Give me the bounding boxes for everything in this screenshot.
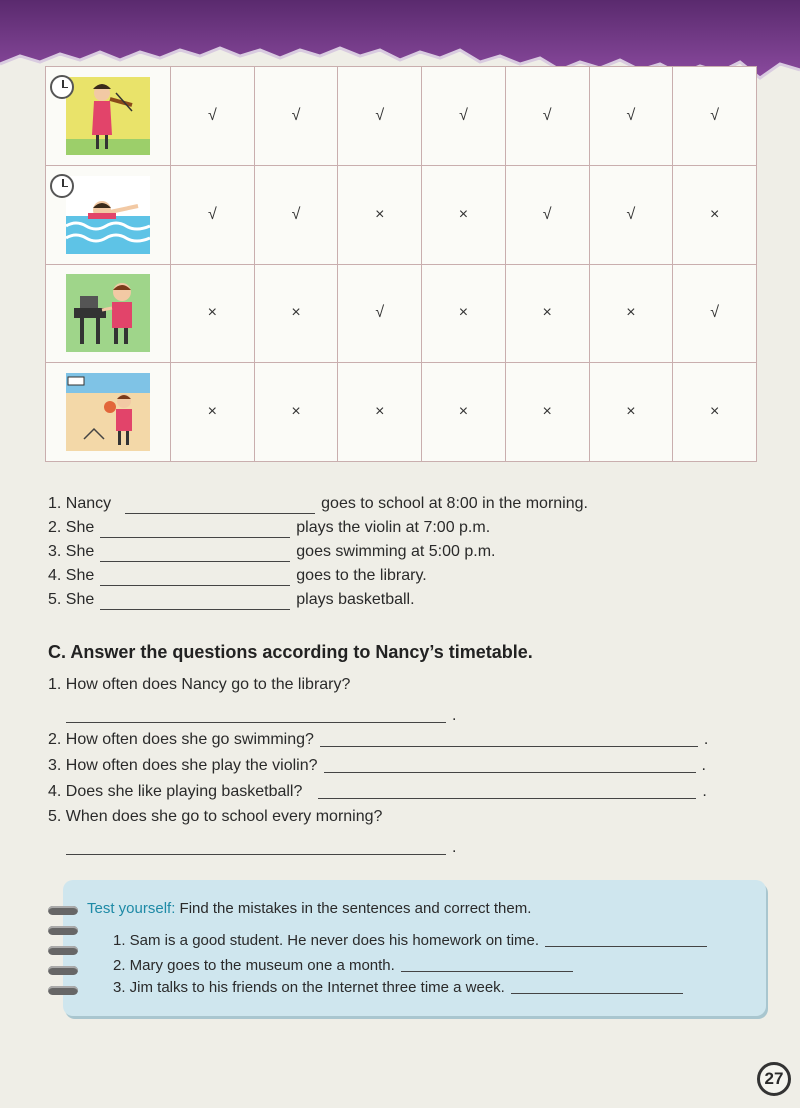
mark-cell: √ bbox=[673, 264, 757, 363]
mark-cell: × bbox=[171, 264, 255, 363]
mark-cell: √ bbox=[505, 165, 589, 264]
mark-cell: × bbox=[338, 165, 422, 264]
answer-blank[interactable] bbox=[100, 545, 290, 562]
question-3: 3. How often does she play the violin? . bbox=[48, 757, 706, 774]
timetable-row bbox=[46, 67, 757, 166]
mark-cell: × bbox=[254, 264, 338, 363]
mark-cell: × bbox=[505, 264, 589, 363]
binder-ring-icon bbox=[48, 946, 78, 955]
section-c-title: C. Answer the questions according to Nancy’s timetable. bbox=[48, 642, 533, 662]
answer-line-5[interactable]: . bbox=[48, 838, 456, 857]
clock-icon bbox=[50, 174, 74, 198]
timetable-row bbox=[46, 165, 757, 264]
test-yourself-box bbox=[63, 880, 766, 1016]
correction-blank[interactable] bbox=[401, 955, 573, 972]
violin-girl-icon bbox=[66, 77, 150, 155]
mark-cell: √ bbox=[171, 165, 255, 264]
mark-cell: × bbox=[589, 363, 673, 462]
mark-cell: √ bbox=[254, 67, 338, 166]
binder-ring-icon bbox=[48, 906, 78, 915]
mark-cell: × bbox=[254, 363, 338, 462]
answer-blank[interactable] bbox=[318, 782, 696, 799]
swimming-girl-icon bbox=[66, 176, 150, 254]
mark-cell: × bbox=[422, 264, 506, 363]
test-yourself-heading: Test yourself: Find the mistakes in the sentences and correct them. bbox=[87, 900, 532, 917]
correction-blank[interactable] bbox=[511, 977, 683, 994]
answer-blank[interactable] bbox=[100, 569, 290, 586]
mark-cell: × bbox=[673, 165, 757, 264]
mark-cell: √ bbox=[673, 67, 757, 166]
timetable-table bbox=[45, 66, 757, 462]
correction-blank[interactable] bbox=[545, 930, 707, 947]
mark-cell: × bbox=[422, 363, 506, 462]
activity-picture-cell bbox=[46, 264, 171, 363]
timetable-row bbox=[46, 363, 757, 462]
mark-cell: × bbox=[338, 363, 422, 462]
answer-blank[interactable] bbox=[320, 730, 698, 747]
basketball-girl-icon bbox=[66, 373, 150, 451]
mark-cell: √ bbox=[254, 165, 338, 264]
answer-blank[interactable] bbox=[324, 756, 696, 773]
answer-blank[interactable] bbox=[100, 593, 290, 610]
activity-picture-cell bbox=[46, 165, 171, 264]
sentence-2: 2. She plays the violin at 7:00 p.m. bbox=[48, 519, 491, 536]
binder-ring-icon bbox=[48, 926, 78, 935]
mark-cell: √ bbox=[422, 67, 506, 166]
mark-cell: × bbox=[673, 363, 757, 462]
mark-cell: √ bbox=[338, 67, 422, 166]
activity-picture-cell bbox=[46, 67, 171, 166]
timetable-row bbox=[46, 264, 757, 363]
clock-icon bbox=[50, 75, 74, 99]
piano-girl-icon bbox=[66, 274, 150, 352]
mark-cell: × bbox=[505, 363, 589, 462]
mark-cell: × bbox=[171, 363, 255, 462]
mark-cell: √ bbox=[505, 67, 589, 166]
fill-in-sentences bbox=[48, 492, 588, 612]
activity-picture-cell bbox=[46, 363, 171, 462]
binder-ring-icon bbox=[48, 986, 78, 995]
page-number: 27 bbox=[757, 1062, 791, 1096]
question-1: 1. How often does Nancy go to the library? bbox=[48, 676, 351, 693]
mark-cell: × bbox=[422, 165, 506, 264]
answer-blank[interactable] bbox=[125, 497, 315, 514]
sentence-3: 3. She goes swimming at 5:00 p.m. bbox=[48, 543, 496, 560]
sentence-5: 5. She plays basketball. bbox=[48, 591, 415, 608]
sentence-1: 1. Nancy goes to school at 8:00 in the morning. bbox=[48, 495, 588, 512]
answer-blank[interactable] bbox=[100, 521, 290, 538]
mark-cell: √ bbox=[171, 67, 255, 166]
question-2: 2. How often does she go swimming? . bbox=[48, 731, 709, 748]
answer-line-1[interactable]: . bbox=[48, 706, 456, 725]
mistake-sentence-3: 3. Jim talks to his friends on the Internet three time a week. bbox=[113, 977, 689, 996]
mark-cell: √ bbox=[338, 264, 422, 363]
mark-cell: √ bbox=[589, 165, 673, 264]
mark-cell: × bbox=[589, 264, 673, 363]
sentence-4: 4. She goes to the library. bbox=[48, 567, 427, 584]
mistake-sentence-1: 1. Sam is a good student. He never does his homework on time. bbox=[113, 930, 713, 949]
binder-ring-icon bbox=[48, 966, 78, 975]
mark-cell: √ bbox=[589, 67, 673, 166]
question-4: 4. Does she like playing basketball? . bbox=[48, 783, 707, 800]
question-5: 5. When does she go to school every morning? bbox=[48, 808, 383, 825]
mistake-sentence-2: 2. Mary goes to the museum one a month. bbox=[113, 955, 579, 974]
